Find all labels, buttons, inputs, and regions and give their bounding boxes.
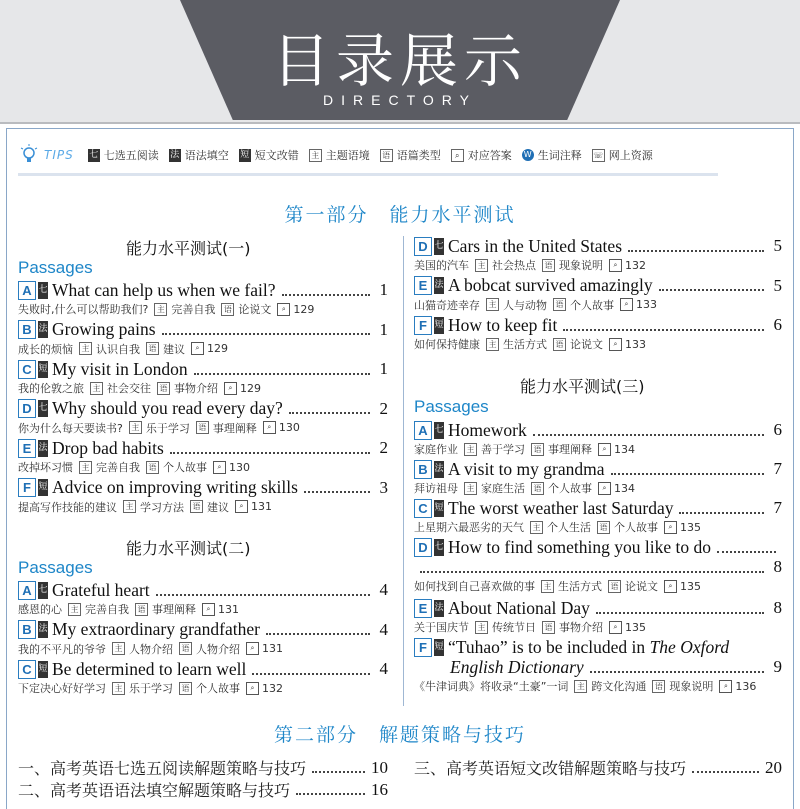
legend-qixuanwu: 七 七选五阅读 [89, 149, 159, 162]
magnifier-icon: ⌕ [609, 338, 622, 351]
entry-genre: 论说文 [238, 303, 272, 316]
theme-icon: 主 [90, 382, 103, 395]
toc-entry [414, 276, 782, 313]
toc-entry [18, 359, 388, 396]
genre-icon: 语 [542, 621, 555, 634]
entry-title: Growing pains [52, 319, 156, 339]
lightbulb-icon [18, 144, 40, 166]
magnifier-icon: ⌕ [202, 603, 215, 616]
entry-chinese: 下定决心好好学习 [18, 682, 106, 695]
strategy-item: 一、高考英语七选五阅读解题策略与技巧 10 [18, 757, 388, 778]
entry-theme: 生活方式 [503, 338, 547, 351]
entry-chinese: 如何保持健康 [414, 338, 480, 351]
page-number: 9 [773, 657, 782, 676]
genre-icon: 语 [531, 482, 544, 495]
genre-icon: 语 [542, 259, 555, 272]
entry-chinese: 上星期六最恶劣的天气 [414, 521, 524, 534]
entry-chinese: 我的不平凡的爷爷 [18, 642, 106, 656]
entry-theme: 人与动物 [503, 298, 547, 312]
answer-page: 130 [229, 460, 250, 474]
entry-theme: 乐于学习 [129, 682, 173, 695]
page-subtitle: DIRECTORY [323, 92, 477, 108]
type-icon: 短 [434, 317, 444, 334]
entry-title: Drop bad habits [52, 437, 164, 458]
magnifier-icon: ⌕ [235, 500, 248, 513]
entry-title: A visit to my grandma [448, 458, 605, 479]
strategy-item: 二、高考英语语法填空解题策略与技巧 16 [18, 779, 388, 800]
type-icon: 七 [38, 400, 48, 417]
part1-title: 第一部分 能力水平测试 [284, 204, 516, 226]
type-icon: 七 [38, 582, 48, 599]
toc-entry [18, 659, 388, 696]
theme-icon: 主 [79, 342, 92, 355]
entry-chinese: 感恩的心 [18, 603, 62, 616]
entry-chinese: 山猫奇迹幸存 [414, 298, 480, 312]
entry-letter: A [18, 281, 36, 300]
entry-title: The worst weather last Saturday [448, 497, 674, 518]
toc-entry [414, 315, 782, 352]
genre-icon: 语 [157, 382, 170, 395]
entry-genre: 个人故事 [614, 521, 658, 534]
type-icon: 短 [38, 661, 48, 678]
entry-letter: B [414, 460, 432, 479]
theme-icon: 主 [464, 482, 477, 495]
theme-icon: 主 [541, 580, 554, 593]
magnifier-icon: ⌕ [213, 461, 226, 474]
header-banner [0, 0, 800, 124]
entry-genre: 事物介绍 [174, 382, 218, 395]
entry-genre: 事理阐释 [212, 421, 257, 435]
legend-duanwen: 短 短文改错 [240, 149, 299, 162]
entry-title: How to keep fit [448, 314, 558, 335]
type-icon: 七 [434, 238, 444, 255]
entry-title: How to find something you like to do [448, 536, 711, 557]
entry-letter: E [18, 439, 36, 458]
entry-chinese: 家庭作业 [414, 443, 458, 456]
entry-theme: 传统节日 [492, 621, 536, 634]
entry-genre: 个人故事 [163, 461, 207, 474]
entry-genre: 人物介绍 [196, 642, 240, 656]
test1-title: 能力水平测试(一) [126, 239, 251, 258]
page-title: 目录展示 [271, 27, 528, 95]
genre-icon: 语 [652, 680, 665, 693]
entry-title: Be determined to learn well [52, 658, 247, 679]
yu-icon: 语 [380, 149, 393, 162]
entry-letter: C [18, 360, 36, 379]
magnifier-icon: ⌕ [609, 621, 622, 634]
entry-letter: E [414, 599, 432, 618]
tips-bar [18, 137, 718, 176]
entry-title: My visit in London [52, 358, 188, 379]
part2-title: 第二部分 解题策略与技巧 [273, 724, 526, 746]
genre-icon: 语 [531, 443, 544, 456]
theme-icon: 主 [112, 682, 125, 695]
legend-shengci: W 生词注释 [522, 147, 582, 163]
entry-title: My extraordinary grandfather [52, 619, 260, 639]
answer-page: 134 [614, 481, 635, 495]
entry-chinese: 《牛津词典》将收录“土豪”一词 [414, 680, 569, 693]
answer-page: 133 [636, 298, 657, 311]
type-icon: 法 [38, 321, 48, 338]
page-number: 2 [379, 438, 388, 457]
duan-icon: 短 [240, 149, 250, 160]
entry-chinese: 失败时,什么可以帮助我们? [18, 303, 149, 316]
toc-entry [414, 537, 782, 594]
entry-chinese: 拜访祖母 [414, 482, 458, 495]
entry-theme: 社会交往 [107, 382, 151, 395]
answer-page: 135 [625, 620, 646, 634]
theme-icon: 主 [68, 603, 81, 616]
answer-page: 132 [262, 681, 283, 695]
genre-icon: 语 [553, 298, 566, 311]
legend-wangshang: ☏ 网上资源 [593, 149, 653, 162]
magnifier-icon: ⌕ [277, 303, 290, 316]
entry-genre: 个人故事 [548, 482, 592, 495]
type-icon: 法 [38, 621, 48, 638]
page-number: 8 [773, 598, 782, 617]
toc-entry [18, 478, 388, 515]
entry-title-cont: English Dictionary [450, 656, 584, 677]
entry-theme: 跨文化沟通 [591, 680, 647, 693]
page-number: 5 [773, 275, 782, 295]
answer-page: 131 [218, 602, 239, 616]
entry-theme: 家庭生活 [481, 482, 525, 495]
entry-letter: B [18, 320, 36, 339]
entry-genre: 个人故事 [196, 682, 240, 695]
type-icon: 七 [434, 422, 444, 439]
toc-entry [414, 420, 782, 457]
magnifier-icon: ⌕ [664, 580, 677, 593]
magnifier-icon: ⌕ [598, 443, 611, 456]
toc-entry [414, 236, 782, 273]
genre-icon: 语 [608, 580, 621, 593]
page-number: 1 [379, 319, 388, 339]
theme-icon: 主 [79, 461, 92, 474]
type-icon: 法 [434, 277, 444, 294]
toc-entry [18, 438, 388, 475]
genre-icon: 语 [221, 303, 234, 316]
page-number: 8 [773, 557, 782, 576]
entry-theme: 认识自我 [96, 342, 140, 356]
entry-letter: A [414, 421, 432, 440]
theme-icon: 主 [530, 521, 543, 534]
toc-entry [414, 598, 782, 635]
entry-letter: C [18, 660, 36, 679]
test3-passages-label: Passages [414, 397, 489, 416]
page-number: 7 [773, 459, 782, 478]
page-number: 6 [773, 420, 782, 439]
entry-chinese: 美国的汽车 [414, 259, 469, 272]
type-icon: 短 [38, 479, 48, 496]
type-icon: 短 [434, 500, 444, 517]
page-number: 2 [379, 398, 388, 418]
genre-icon: 语 [553, 338, 566, 351]
type-icon: 七 [38, 282, 48, 299]
toc-entry [18, 399, 388, 436]
entry-letter: D [414, 538, 432, 557]
entry-genre: 事理阐释 [152, 603, 196, 616]
page-number: 5 [773, 236, 782, 255]
magnifier-icon: ⌕ [246, 642, 259, 655]
magnifier-icon: ⌕ [664, 521, 677, 534]
toc-entry [18, 320, 388, 357]
toc-entry [18, 580, 388, 617]
answer-page: 129 [293, 302, 315, 316]
theme-icon: 主 [486, 298, 499, 311]
entry-letter: B [18, 620, 36, 639]
entry-genre: 个人故事 [570, 298, 614, 312]
entry-theme: 善于学习 [481, 443, 525, 456]
answer-page: 131 [251, 500, 272, 513]
theme-icon: 主 [486, 338, 499, 351]
entry-title: Advice on improving writing skills [52, 477, 298, 497]
entry-title: Why should you read every day? [52, 398, 283, 418]
genre-icon: 语 [179, 642, 192, 655]
page-number: 3 [379, 477, 388, 497]
magnifier-icon: ⌕ [609, 259, 622, 272]
entry-title: “Tuhao” is to be included in The Oxford [448, 636, 730, 657]
entry-chinese: 你为什么每天要读书? [18, 421, 123, 435]
genre-icon: 语 [196, 421, 209, 434]
page-number: 6 [773, 315, 782, 334]
answer-page: 135 [680, 579, 701, 593]
type-icon: 短 [434, 639, 444, 656]
theme-icon: 主 [475, 259, 488, 272]
theme-icon: 主 [129, 421, 142, 434]
type-icon: 法 [434, 461, 444, 478]
entry-title: Cars in the United States [448, 235, 623, 256]
genre-icon: 语 [146, 342, 159, 355]
answer-page: 132 [625, 258, 646, 272]
entry-letter: F [414, 316, 432, 335]
page-number: 1 [379, 280, 388, 299]
magnifier-icon: ⌕ [620, 298, 633, 311]
toc-entry [414, 498, 782, 535]
legend-daan: ⌕ 对应答案 [451, 147, 512, 163]
entry-title: What can help us when we fail? [52, 279, 276, 300]
entry-chinese: 成长的烦恼 [18, 342, 73, 356]
page-number: 4 [379, 659, 388, 678]
page-number: 4 [379, 580, 388, 599]
entry-genre: 现象说明 [559, 259, 603, 272]
entry-theme: 学习方法 [140, 500, 184, 514]
theme-icon: 主 [154, 303, 167, 316]
entry-genre: 事理阐释 [548, 443, 592, 456]
test3-title: 能力水平测试(三) [520, 377, 645, 396]
entry-letter: D [414, 237, 432, 256]
theme-icon: 主 [475, 621, 488, 634]
entry-title: A bobcat survived amazingly [448, 275, 653, 295]
theme-icon: 主 [574, 680, 587, 693]
legend-yufa: 法 语法填空 [170, 149, 229, 162]
magnifier-icon: ⌕ [598, 482, 611, 495]
answer-page: 129 [240, 381, 261, 395]
magnifier-icon: ⌕ [719, 680, 732, 693]
entry-genre: 事物介绍 [559, 621, 603, 634]
entry-title: Homework [448, 419, 527, 440]
toc-entry [18, 280, 388, 317]
theme-icon: 主 [112, 642, 125, 655]
entry-letter: C [414, 499, 432, 518]
type-icon: 法 [434, 600, 444, 617]
qi-icon: 七 [89, 149, 99, 160]
type-icon: 法 [38, 440, 48, 457]
theme-icon: 主 [123, 500, 136, 513]
page-number: 7 [773, 498, 782, 517]
page-number: 1 [379, 359, 388, 378]
w-icon: W [522, 149, 534, 161]
entry-genre: 现象说明 [669, 680, 714, 693]
entry-theme: 人物介绍 [129, 642, 173, 656]
answer-page: 131 [262, 642, 283, 655]
magnifier-icon: ⌕ [224, 382, 237, 395]
entry-theme: 完善自我 [96, 461, 140, 474]
tips-label: TIPS [44, 148, 74, 162]
entry-chinese: 我的伦敦之旅 [18, 382, 84, 395]
genre-icon: 语 [190, 500, 203, 513]
column-divider [403, 236, 404, 706]
legend-zhuti: 主 主题语境 [309, 147, 370, 163]
genre-icon: 语 [597, 521, 610, 534]
entry-chinese: 改掉坏习惯 [18, 461, 73, 474]
magnifier-icon: ⌕ [246, 682, 259, 695]
magnifier-icon: ⌕ [263, 421, 276, 434]
type-icon: 七 [434, 539, 444, 556]
entry-title: Grateful heart [52, 579, 150, 600]
toc-entry [18, 620, 388, 657]
answer-page: 135 [680, 520, 701, 534]
answer-page: 130 [278, 421, 300, 434]
entry-chinese: 提高写作技能的建议 [18, 500, 117, 514]
page-number: 4 [379, 619, 388, 639]
test2-title: 能力水平测试(二) [126, 539, 251, 558]
genre-icon: 语 [135, 603, 148, 616]
entry-genre: 论说文 [625, 580, 658, 593]
entry-genre: 论说文 [570, 338, 603, 351]
entry-chinese: 如何找到自己喜欢做的事 [414, 580, 535, 593]
entry-theme: 社会热点 [492, 259, 536, 272]
magnifier-icon: ⌕ [451, 149, 464, 162]
answer-page: 136 [735, 679, 757, 693]
entry-letter: A [18, 581, 36, 600]
entry-letter: F [18, 478, 36, 497]
phone-icon: ☏ [593, 150, 604, 160]
theme-icon: 主 [464, 443, 477, 456]
entry-genre: 建议 [163, 342, 185, 356]
answer-page: 129 [207, 342, 228, 355]
type-icon: 短 [38, 361, 48, 378]
entry-theme: 生活方式 [558, 580, 602, 593]
answer-page: 134 [614, 442, 635, 456]
entry-theme: 完善自我 [85, 603, 129, 616]
toc-entry [414, 637, 782, 694]
test1-passages-label: Passages [18, 258, 93, 277]
answer-page: 133 [625, 337, 646, 351]
entry-theme: 完善自我 [171, 303, 216, 316]
zhu-icon: 主 [309, 149, 322, 162]
entry-title: About National Day [448, 597, 590, 618]
entry-chinese: 关于国庆节 [414, 621, 469, 634]
test2-passages-label: Passages [18, 558, 93, 577]
strategy-item: 三、高考英语短文改错解题策略与技巧 20 [414, 757, 782, 778]
entry-theme: 乐于学习 [145, 421, 190, 435]
genre-icon: 语 [146, 461, 159, 474]
entry-theme: 个人生活 [547, 521, 591, 534]
toc-entry [414, 459, 782, 496]
entry-letter: E [414, 276, 432, 295]
entry-letter: F [414, 638, 432, 657]
legend-yupian: 语 语篇类型 [380, 147, 441, 163]
entry-letter: D [18, 399, 36, 418]
magnifier-icon: ⌕ [191, 342, 204, 355]
fa-icon: 法 [170, 149, 180, 160]
entry-genre: 建议 [207, 500, 229, 514]
genre-icon: 语 [179, 682, 192, 695]
